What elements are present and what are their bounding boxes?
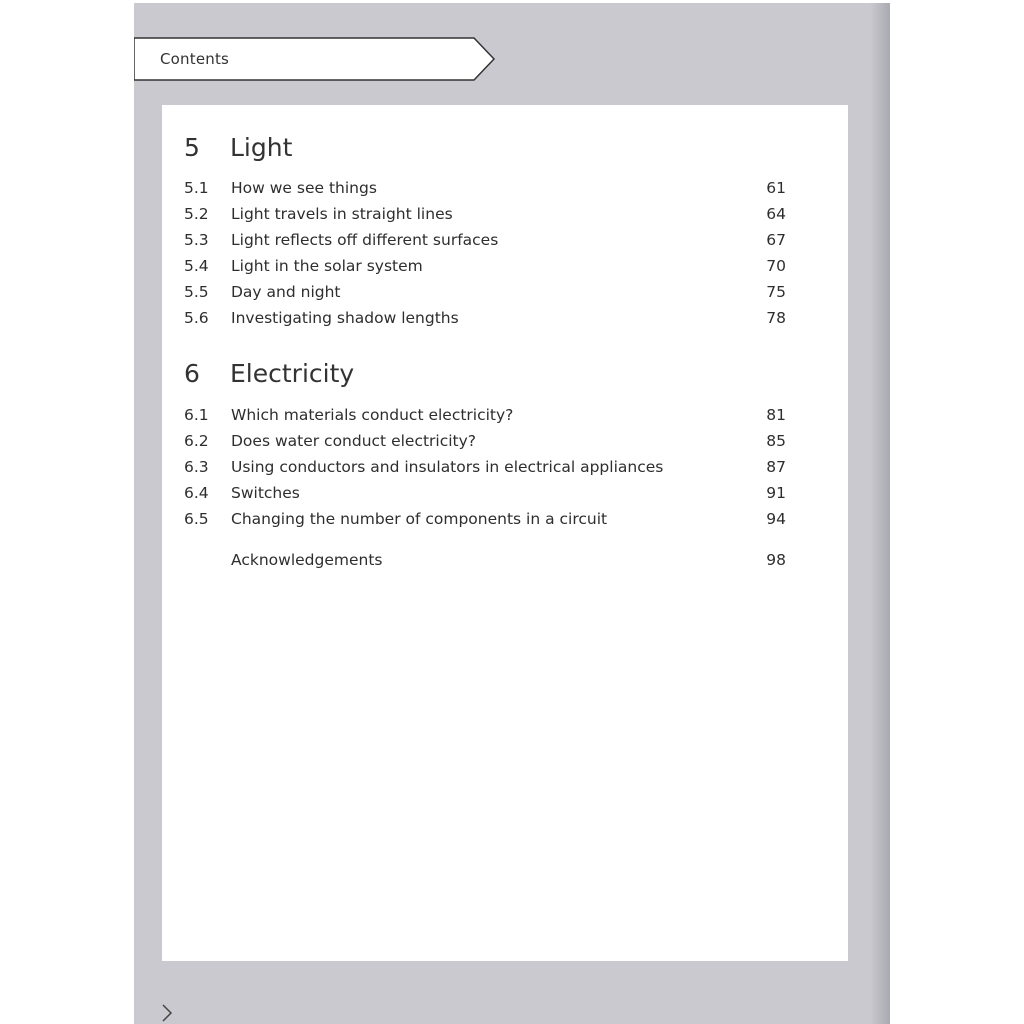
chapter-number: 5	[184, 133, 200, 162]
page-number: 70	[766, 257, 786, 275]
toc-entry[interactable]	[162, 309, 848, 331]
section-title: Light reflects off different surfaces	[231, 231, 499, 249]
toc-entry[interactable]	[162, 432, 848, 454]
section-title: Does water conduct electricity?	[231, 432, 477, 450]
section-number: 5.1	[184, 179, 209, 197]
page-number: 81	[766, 406, 786, 424]
section-title: Which materials conduct electricity?	[231, 406, 514, 424]
section-number: 6.4	[184, 484, 209, 502]
section-title: Day and night	[231, 283, 341, 301]
page-number: 91	[766, 484, 786, 502]
page-number: 87	[766, 458, 786, 476]
section-number: 6.2	[184, 432, 209, 450]
page-number: 94	[766, 510, 786, 528]
chapter-title: Electricity	[230, 359, 355, 388]
section-title: Switches	[231, 484, 300, 502]
section-title: Using conductors and insulators in electrical appliances	[231, 458, 664, 476]
page-number: 75	[766, 283, 786, 301]
toc-entry[interactable]	[162, 283, 848, 305]
section-number: 6.3	[184, 458, 209, 476]
page-number: 98	[766, 551, 786, 569]
toc-entry[interactable]	[162, 179, 848, 201]
section-number: 6.1	[184, 406, 209, 424]
toc-entry[interactable]	[162, 406, 848, 428]
section-title: Light in the solar system	[231, 257, 423, 275]
page-number: 78	[766, 309, 786, 327]
toc-entry[interactable]	[162, 484, 848, 506]
section-number: 6.5	[184, 510, 209, 528]
chapter-title: Light	[230, 133, 293, 162]
page-number: 64	[766, 205, 786, 223]
toc-entry[interactable]	[162, 458, 848, 480]
chevron-right-icon	[160, 1003, 174, 1023]
page-number: 61	[766, 179, 786, 197]
section-title: Investigating shadow lengths	[231, 309, 459, 327]
toc-entry[interactable]	[162, 231, 848, 253]
section-title: How we see things	[231, 179, 377, 197]
contents-tab	[134, 37, 496, 81]
page-edge-shadow	[870, 3, 890, 1024]
section-number: 5.6	[184, 309, 209, 327]
section-title: Light travels in straight lines	[231, 205, 453, 223]
toc-entry[interactable]	[162, 205, 848, 227]
section-title: Acknowledgements	[231, 551, 383, 569]
toc-entry[interactable]	[162, 510, 848, 532]
section-number: 5.3	[184, 231, 209, 249]
section-number: 5.5	[184, 283, 209, 301]
toc-entry[interactable]	[162, 257, 848, 279]
page-number: 67	[766, 231, 786, 249]
section-number: 5.2	[184, 205, 209, 223]
section-title: Changing the number of components in a circuit	[231, 510, 608, 528]
chapter-number: 6	[184, 359, 200, 388]
section-number: 5.4	[184, 257, 209, 275]
toc-entry-acknowledgements[interactable]	[162, 551, 848, 573]
contents-label: Contents	[160, 50, 230, 68]
page-number: 85	[766, 432, 786, 450]
contents-panel	[162, 105, 848, 961]
